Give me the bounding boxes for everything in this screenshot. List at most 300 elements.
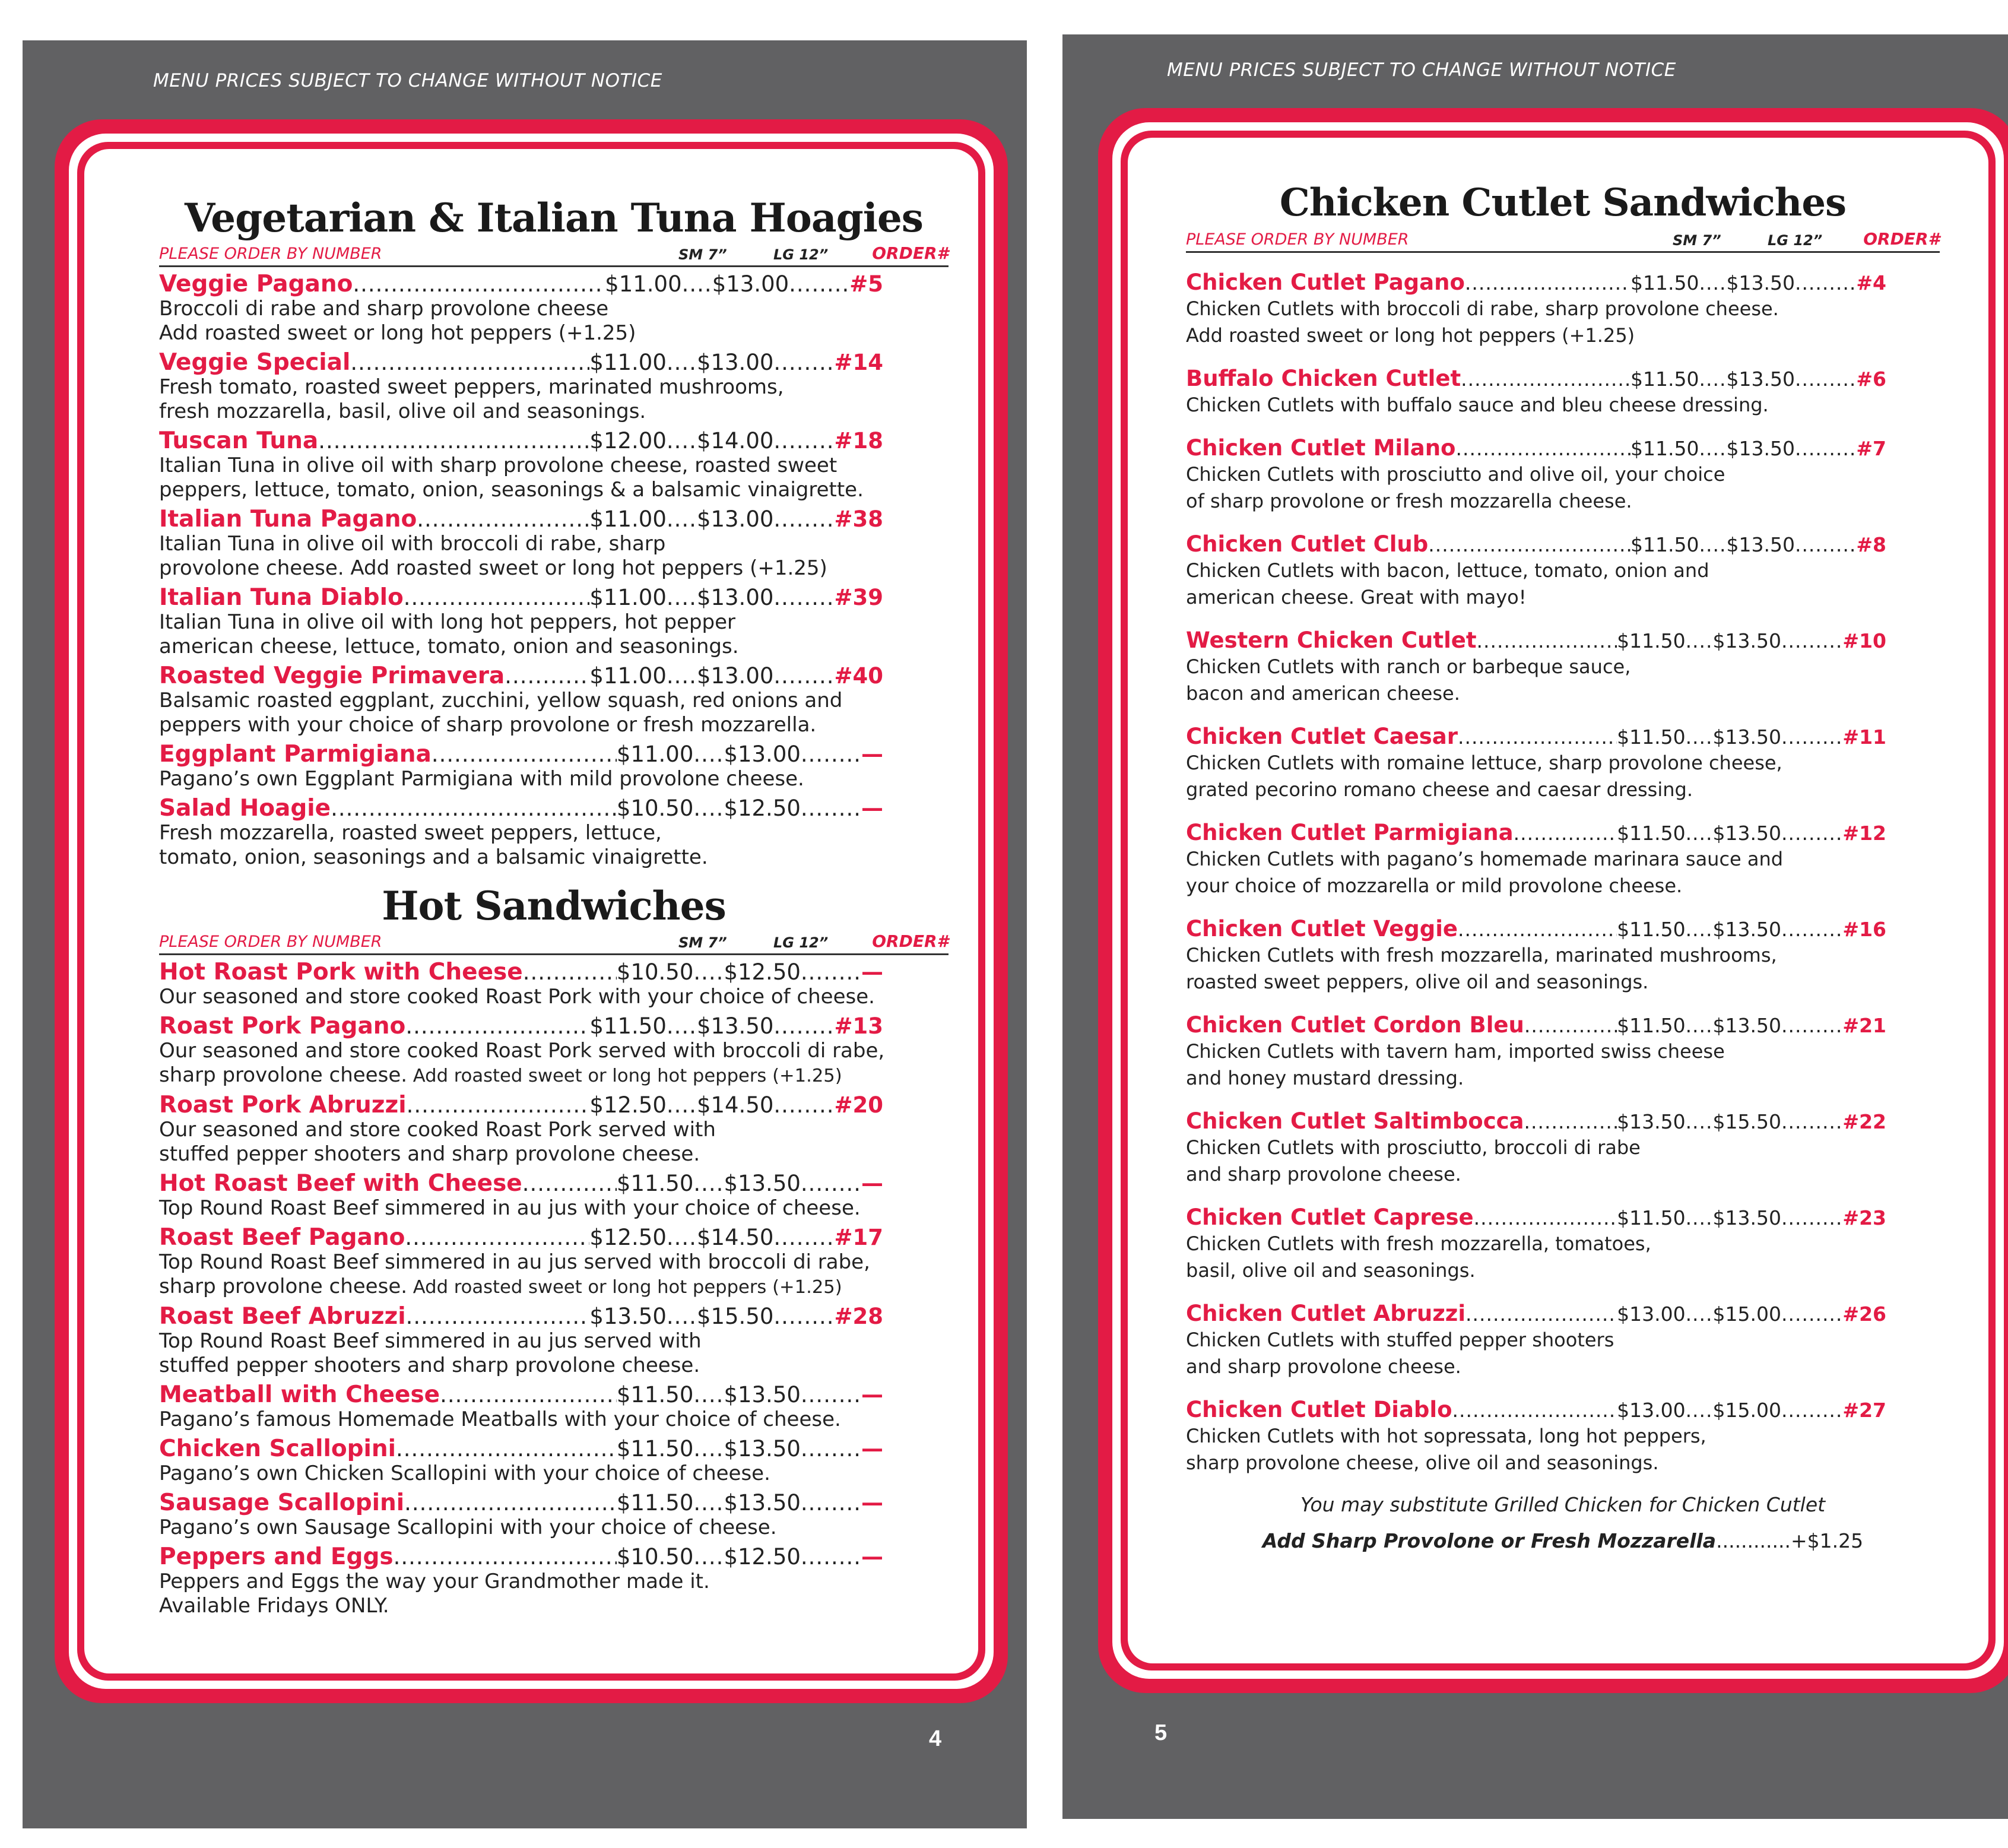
- leader-dots: ........: [800, 1436, 861, 1462]
- leader-dots: [1428, 533, 1630, 556]
- leader-dots: [1455, 437, 1630, 460]
- item-name: Tuscan Tuna: [159, 427, 319, 454]
- order-number: #26: [1842, 1302, 1886, 1326]
- leader-dots: ....: [666, 428, 697, 454]
- menu-item-line: [159, 1489, 883, 1516]
- price-notice: MENU PRICES SUBJECT TO CHANGE WITHOUT NOTICE: [153, 70, 662, 91]
- menu-item: [159, 1170, 949, 1221]
- size-small-header: SM 7”: [678, 934, 727, 951]
- order-number: —: [861, 1544, 883, 1570]
- leader-dots: ....: [693, 1544, 724, 1570]
- leader-dots: .........: [1781, 1014, 1843, 1037]
- item-name: Buffalo Chicken Cutlet: [1186, 366, 1461, 391]
- item-description: stuffed pepper shooters and sharp provolone cheese.: [159, 1142, 700, 1166]
- leader-dots: .........: [1794, 533, 1857, 556]
- item-name: Roast Beef Abruzzi: [159, 1303, 406, 1329]
- leader-dots: [523, 959, 617, 985]
- price-large: $15.50: [696, 1304, 774, 1329]
- menu-column: [159, 195, 949, 1618]
- item-name: Western Chicken Cutlet: [1186, 627, 1477, 653]
- price-small: $11.50: [589, 1013, 667, 1039]
- leader-dots: ....: [1699, 367, 1727, 391]
- leader-dots: .........: [1781, 629, 1843, 652]
- size-large-header: LG 12”: [773, 934, 829, 951]
- leader-dots: [522, 1171, 617, 1196]
- leader-dots: .........: [1781, 822, 1843, 845]
- item-name: Hot Roast Pork with Cheese: [159, 959, 523, 985]
- section-hot-sandwiches: [159, 883, 949, 1618]
- leader-dots: ........: [789, 271, 850, 297]
- order-number: #5: [849, 271, 883, 297]
- price-small: $11.00: [589, 585, 667, 610]
- order-number: #12: [1842, 822, 1886, 845]
- menu-item: [1186, 820, 1940, 899]
- item-name: Chicken Scallopini: [159, 1435, 396, 1462]
- leader-dots: ........: [773, 663, 835, 689]
- price-small: $11.50: [1617, 725, 1686, 749]
- item-description: Add roasted sweet or long hot peppers (+1.25): [1186, 324, 1635, 347]
- item-description: Available Fridays ONLY.: [159, 1594, 389, 1618]
- price-large: $12.50: [724, 959, 801, 985]
- leader-dots: [505, 663, 589, 689]
- column-header: [1186, 228, 1940, 253]
- item-description: provolone cheese. Add roasted sweet or long hot peppers (+1.25): [159, 556, 827, 580]
- menu-item-line: [159, 795, 883, 821]
- price-large: $13.50: [1726, 533, 1795, 556]
- item-description: peppers, lettuce, tomato, onion, seasonings & a balsamic vinaigrette.: [159, 478, 864, 502]
- price-small: $11.50: [616, 1171, 694, 1196]
- price-large: $13.50: [1726, 367, 1795, 391]
- price-small: $13.00: [1617, 1399, 1686, 1422]
- leader-dots: ........: [800, 1171, 861, 1196]
- leader-dots: [1452, 1399, 1617, 1422]
- size-small-header: SM 7”: [1673, 232, 1721, 249]
- item-description: and sharp provolone cheese.: [1186, 1163, 1461, 1185]
- item-description: roasted sweet peppers, olive oil and seasonings.: [1186, 971, 1649, 993]
- price-large: $13.00: [696, 506, 774, 532]
- order-number: #10: [1842, 629, 1886, 652]
- item-description: Chicken Cutlets with fresh mozzarella, marinated mushrooms,: [1186, 944, 1777, 966]
- menu-item: [159, 1303, 949, 1378]
- menu-item: [159, 427, 949, 502]
- item-description: Pagano’s own Chicken Scallopini with your choice of cheese.: [159, 1462, 770, 1485]
- leader-dots: ....: [1685, 1206, 1713, 1229]
- leader-dots: ....: [1685, 1399, 1713, 1422]
- page-number: 4: [929, 1726, 942, 1751]
- menu-item: [159, 349, 949, 424]
- menu-item: [159, 1489, 949, 1540]
- order-number: —: [861, 741, 883, 767]
- item-name: Chicken Cutlet Pagano: [1186, 270, 1465, 295]
- order-by-number-label: PLEASE ORDER BY NUMBER: [159, 933, 382, 951]
- price-small: $12.00: [589, 428, 667, 454]
- leader-dots: ....: [666, 1013, 697, 1039]
- menu-item: [1186, 916, 1940, 996]
- leader-dots: ....: [1685, 1014, 1713, 1037]
- menu-item-line: [159, 1543, 883, 1570]
- order-number: #11: [1842, 725, 1886, 749]
- menu-item-line: [159, 1303, 883, 1329]
- order-number: #22: [1842, 1110, 1886, 1133]
- price-large: $15.00: [1712, 1399, 1781, 1422]
- leader-dots: [350, 350, 589, 375]
- leader-dots: ........: [773, 506, 835, 532]
- item-name: Chicken Cutlet Milano: [1186, 435, 1456, 461]
- leader-dots: ........: [773, 1225, 835, 1250]
- item-description: peppers with your choice of sharp provolone or fresh mozzarella.: [159, 713, 817, 737]
- price-large: $14.50: [696, 1225, 774, 1250]
- item-description: [159, 1275, 949, 1299]
- item-description: Broccoli di rabe and sharp provolone cheese: [159, 297, 609, 321]
- order-by-number-label: PLEASE ORDER BY NUMBER: [1186, 230, 1409, 249]
- price-large: $13.50: [1712, 822, 1781, 845]
- item-description: Chicken Cutlets with prosciutto, broccoli di rabe: [1186, 1136, 1641, 1159]
- substitute-note: You may substitute Grilled Chicken for Chicken Cutlet: [1300, 1493, 1826, 1516]
- menu-item-line: [1186, 1397, 1886, 1423]
- leader-dots: ....: [1699, 533, 1727, 556]
- leader-dots: [331, 795, 617, 821]
- leader-dots: [1465, 1302, 1617, 1326]
- price-small: $12.50: [589, 1225, 667, 1250]
- page-number: 5: [1154, 1720, 1168, 1745]
- order-number: #7: [1856, 437, 1886, 460]
- leader-dots: [353, 271, 605, 297]
- order-number: #39: [834, 585, 883, 610]
- leader-dots: [1474, 1206, 1617, 1229]
- item-description: Fresh mozzarella, roasted sweet peppers, lettuce,: [159, 821, 662, 845]
- price-small: $11.50: [1617, 1206, 1686, 1229]
- leader-dots: [394, 1544, 617, 1570]
- order-number: —: [861, 1436, 883, 1462]
- menu-item: [1186, 1012, 1940, 1092]
- leader-dots: ....: [666, 1304, 697, 1329]
- price-large: $13.50: [1726, 437, 1795, 460]
- column-header: [159, 930, 949, 955]
- price-small: $10.50: [616, 959, 694, 985]
- item-name: Veggie Pagano: [159, 271, 353, 297]
- order-number: —: [861, 959, 883, 985]
- leader-dots: .........: [1781, 1399, 1843, 1422]
- addon-label: Add Sharp Provolone or Fresh Mozzarella: [1262, 1529, 1717, 1552]
- price-small: $10.50: [616, 795, 694, 821]
- leader-dots: ....: [1699, 271, 1727, 294]
- item-name: Peppers and Eggs: [159, 1543, 394, 1570]
- order-number: —: [861, 1171, 883, 1196]
- order-number: #28: [834, 1304, 883, 1329]
- price-notice: MENU PRICES SUBJECT TO CHANGE WITHOUT NOTICE: [1167, 59, 1676, 81]
- size-large-header: LG 12”: [773, 246, 829, 263]
- menu-item: [159, 584, 949, 659]
- menu-item: [159, 741, 949, 791]
- item-description: Chicken Cutlets with pagano’s homemade marinara sauce and: [1186, 848, 1784, 870]
- price-large: $13.50: [1712, 725, 1781, 749]
- menu-item-line: [159, 271, 883, 297]
- menu-item: [1186, 1108, 1940, 1188]
- item-description: and sharp provolone cheese.: [1186, 1355, 1461, 1378]
- item-description: basil, olive oil and seasonings.: [1186, 1259, 1476, 1282]
- price-large: $14.50: [696, 1092, 774, 1118]
- menu-item-line: [159, 1013, 883, 1039]
- item-description: american cheese. Great with mayo!: [1186, 586, 1527, 608]
- leader-dots: ....: [1685, 822, 1713, 845]
- item-description-text: sharp provolone cheese.: [159, 1063, 408, 1087]
- leader-dots: [1514, 822, 1617, 845]
- leader-dots: [1465, 271, 1630, 294]
- leader-dots: ....: [666, 1225, 697, 1250]
- menu-item-line: [159, 584, 883, 610]
- menu-item-line: [1186, 820, 1886, 846]
- menu-item-line: [159, 959, 883, 985]
- item-description: Italian Tuna in olive oil with long hot peppers, hot pepper: [159, 610, 736, 634]
- price-large: $13.50: [724, 1436, 801, 1462]
- item-description: and honey mustard dressing.: [1186, 1067, 1464, 1089]
- leader-dots: ....: [1685, 918, 1713, 941]
- item-description: Chicken Cutlets with broccoli di rabe, sharp provolone cheese.: [1186, 297, 1779, 320]
- order-number: #38: [834, 506, 883, 532]
- item-description: Our seasoned and store cooked Roast Pork served with broccoli di rabe,: [159, 1039, 885, 1063]
- leader-dots: ........: [773, 350, 835, 375]
- price-large: $14.00: [696, 428, 774, 454]
- addon-price: +$1.25: [1790, 1529, 1864, 1552]
- leader-dots: ........: [800, 1382, 861, 1408]
- item-description: Italian Tuna in olive oil with sharp provolone cheese, roasted sweet: [159, 454, 838, 477]
- section-vegetarian-tuna: [159, 195, 949, 870]
- price-small: $13.50: [1617, 1110, 1686, 1133]
- item-name: Italian Tuna Pagano: [159, 506, 417, 532]
- leader-dots: ....: [693, 1171, 724, 1196]
- item-description: Our seasoned and store cooked Roast Pork with your choice of cheese.: [159, 985, 875, 1009]
- item-name: Chicken Cutlet Cordon Bleu: [1186, 1012, 1524, 1038]
- leader-dots: [1461, 367, 1630, 391]
- menu-item: [159, 1381, 949, 1432]
- leader-dots: .........: [1781, 1302, 1843, 1326]
- item-name: Roast Pork Abruzzi: [159, 1092, 407, 1118]
- menu-item-line: [159, 663, 883, 689]
- order-number: #27: [1842, 1399, 1886, 1422]
- item-name: Eggplant Parmigiana: [159, 741, 432, 767]
- menu-item-line: [1186, 366, 1886, 392]
- price-small: $11.50: [616, 1382, 694, 1408]
- column-header: [159, 242, 949, 267]
- item-description: your choice of mozzarella or mild provolone cheese.: [1186, 874, 1683, 897]
- price-large: $13.00: [712, 271, 789, 297]
- price-large: $13.50: [724, 1171, 801, 1196]
- order-by-number-label: PLEASE ORDER BY NUMBER: [159, 245, 382, 263]
- menu-item-line: [159, 1170, 883, 1196]
- item-name: Hot Roast Beef with Cheese: [159, 1170, 522, 1196]
- price-large: $12.50: [724, 1544, 801, 1570]
- menu-item-line: [1186, 1012, 1886, 1038]
- leader-dots: ....: [1685, 1302, 1713, 1326]
- price-small: $10.50: [616, 1544, 694, 1570]
- price-large: $13.50: [1712, 629, 1781, 652]
- item-description: Chicken Cutlets with tavern ham, imported swiss cheese: [1186, 1040, 1725, 1063]
- menu-item: [159, 795, 949, 870]
- menu-item: [159, 959, 949, 1009]
- price-small: $11.50: [1617, 918, 1686, 941]
- menu-item-line: [1186, 270, 1886, 296]
- section-title: Vegetarian & Italian Tuna Hoagies: [185, 195, 923, 241]
- price-large: $13.50: [1726, 271, 1795, 294]
- item-name: Chicken Cutlet Diablo: [1186, 1397, 1452, 1422]
- menu-item-line: [1186, 916, 1886, 942]
- leader-dots: .........: [1781, 918, 1843, 941]
- leader-dots: .........: [1794, 367, 1857, 391]
- item-description: Chicken Cutlets with stuffed pepper shooters: [1186, 1329, 1614, 1351]
- leader-dots: .........: [1781, 1206, 1843, 1229]
- item-description: Top Round Roast Beef simmered in au jus served with: [159, 1329, 702, 1353]
- order-number: #16: [1842, 918, 1886, 941]
- item-name: Salad Hoagie: [159, 795, 331, 821]
- order-number: #21: [1842, 1014, 1886, 1037]
- menu-item-line: [159, 349, 883, 375]
- menu-item-line: [1186, 1301, 1886, 1327]
- price-small: $11.50: [1630, 367, 1699, 391]
- item-name: Chicken Cutlet Club: [1186, 531, 1429, 557]
- order-number: #23: [1842, 1206, 1886, 1229]
- item-description: stuffed pepper shooters and sharp provolone cheese.: [159, 1353, 700, 1377]
- order-number: #14: [834, 350, 883, 375]
- menu-item: [1186, 724, 1940, 803]
- item-name: Roast Pork Pagano: [159, 1013, 406, 1039]
- menu-item: [1186, 627, 1940, 707]
- price-large: $15.50: [1712, 1110, 1781, 1133]
- price-large: $15.00: [1712, 1302, 1781, 1326]
- leader-dots: ....: [1699, 437, 1727, 460]
- leader-dots: .........: [1794, 271, 1857, 294]
- menu-item: [159, 663, 949, 737]
- price-large: $13.00: [696, 585, 774, 610]
- item-name: Roasted Veggie Primavera: [159, 663, 505, 689]
- price-small: $11.50: [1617, 1014, 1686, 1037]
- item-description: Top Round Roast Beef simmered in au jus with your choice of cheese.: [159, 1196, 861, 1220]
- order-number: #18: [834, 428, 883, 454]
- menu-item-line: [1186, 724, 1886, 750]
- menu-item: [159, 1013, 949, 1088]
- price-small: $11.00: [605, 271, 682, 297]
- leader-dots: ....: [693, 959, 724, 985]
- price-small: $11.50: [616, 1490, 694, 1516]
- order-number: #40: [834, 663, 883, 689]
- price-small: $11.50: [1617, 629, 1686, 652]
- leader-dots: ........: [800, 1490, 861, 1516]
- item-description: fresh mozzarella, basil, olive oil and seasonings.: [159, 400, 646, 423]
- order-number: —: [861, 1490, 883, 1516]
- order-number: —: [861, 795, 883, 821]
- leader-dots: ........: [773, 585, 835, 610]
- leader-dots: ....: [693, 795, 724, 821]
- menu-item: [159, 506, 949, 581]
- item-name: Italian Tuna Diablo: [159, 584, 404, 610]
- menu-item-line: [159, 506, 883, 532]
- menu-item: [1186, 1204, 1940, 1284]
- order-number: #17: [834, 1225, 883, 1250]
- item-description: Chicken Cutlets with bacon, lettuce, tomato, onion and: [1186, 559, 1709, 582]
- leader-dots: ....: [1685, 629, 1713, 652]
- price-large: $13.00: [696, 663, 774, 689]
- leader-dots: ........: [773, 1013, 835, 1039]
- size-small-header: SM 7”: [678, 246, 727, 263]
- price-small: $11.50: [616, 1436, 694, 1462]
- menu-page-right: [1062, 34, 2008, 1819]
- menu-item-line: [159, 427, 883, 454]
- item-name: Veggie Special: [159, 349, 351, 375]
- leader-dots: [1477, 629, 1617, 652]
- item-description: Pagano’s own Sausage Scallopini with your choice of cheese.: [159, 1516, 777, 1539]
- item-description: Chicken Cutlets with prosciutto and olive oil, your choice: [1186, 463, 1725, 486]
- item-name: Chicken Cutlet Caprese: [1186, 1204, 1474, 1230]
- menu-item: [159, 1543, 949, 1618]
- leader-dots: [407, 1092, 590, 1118]
- addon-dots: ............: [1716, 1529, 1791, 1552]
- leader-dots: [1524, 1014, 1617, 1037]
- leader-dots: ........: [773, 428, 835, 454]
- section-title: Hot Sandwiches: [382, 883, 726, 929]
- leader-dots: ....: [1685, 1110, 1713, 1133]
- menu-item: [159, 1092, 949, 1167]
- order-number-header: ORDER#: [872, 243, 949, 263]
- item-description: Chicken Cutlets with ranch or barbeque sauce,: [1186, 655, 1631, 678]
- menu-item-line: [159, 1224, 883, 1250]
- menu-item: [1186, 531, 1940, 611]
- leader-dots: ....: [666, 585, 697, 610]
- leader-dots: .........: [1794, 437, 1857, 460]
- leader-dots: ....: [666, 506, 697, 532]
- menu-item-line: [159, 1435, 883, 1462]
- item-description: bacon and american cheese.: [1186, 682, 1460, 705]
- price-large: $13.50: [1712, 1206, 1781, 1229]
- price-small: $13.00: [1617, 1302, 1686, 1326]
- section-chicken-cutlet: [1186, 180, 1940, 1476]
- menu-item: [1186, 1397, 1940, 1476]
- order-number: #6: [1856, 367, 1886, 391]
- price-small: $11.50: [1617, 822, 1686, 845]
- leader-dots: ........: [800, 795, 861, 821]
- menu-item-line: [1186, 435, 1886, 461]
- price-small: $11.00: [589, 663, 667, 689]
- price-small: $11.00: [616, 741, 694, 767]
- item-description: Pagano’s own Eggplant Parmigiana with mild provolone cheese.: [159, 767, 804, 791]
- leader-dots: ........: [800, 741, 861, 767]
- leader-dots: [440, 1382, 617, 1408]
- price-small: $11.00: [589, 350, 667, 375]
- leader-dots: [1524, 1110, 1617, 1133]
- item-description: Peppers and Eggs the way your Grandmother made it.: [159, 1570, 710, 1593]
- menu-item-line: [1186, 627, 1886, 654]
- leader-dots: ....: [666, 1092, 697, 1118]
- leader-dots: [404, 585, 590, 610]
- item-description: american cheese, lettuce, tomato, onion and seasonings.: [159, 635, 739, 658]
- size-large-header: LG 12”: [1768, 232, 1823, 249]
- price-large: $13.50: [696, 1013, 774, 1039]
- menu-item: [159, 1224, 949, 1299]
- leader-dots: [406, 1304, 590, 1329]
- addon-line: [1186, 1529, 1940, 1552]
- menu-item-line: [1186, 1108, 1886, 1134]
- price-small: $12.50: [589, 1092, 667, 1118]
- menu-item: [1186, 435, 1940, 515]
- leader-dots: [1458, 918, 1617, 941]
- price-large: $13.00: [696, 350, 774, 375]
- leader-dots: ....: [693, 1382, 724, 1408]
- price-small: $11.00: [589, 506, 667, 532]
- leader-dots: [405, 1013, 589, 1039]
- leader-dots: [405, 1225, 589, 1250]
- item-description: grated pecorino romano cheese and caesar dressing.: [1186, 778, 1693, 801]
- section-title: Chicken Cutlet Sandwiches: [1279, 180, 1847, 225]
- item-description-addon: Add roasted sweet or long hot peppers (+1.25): [407, 1066, 842, 1086]
- item-name: Chicken Cutlet Parmigiana: [1186, 820, 1514, 845]
